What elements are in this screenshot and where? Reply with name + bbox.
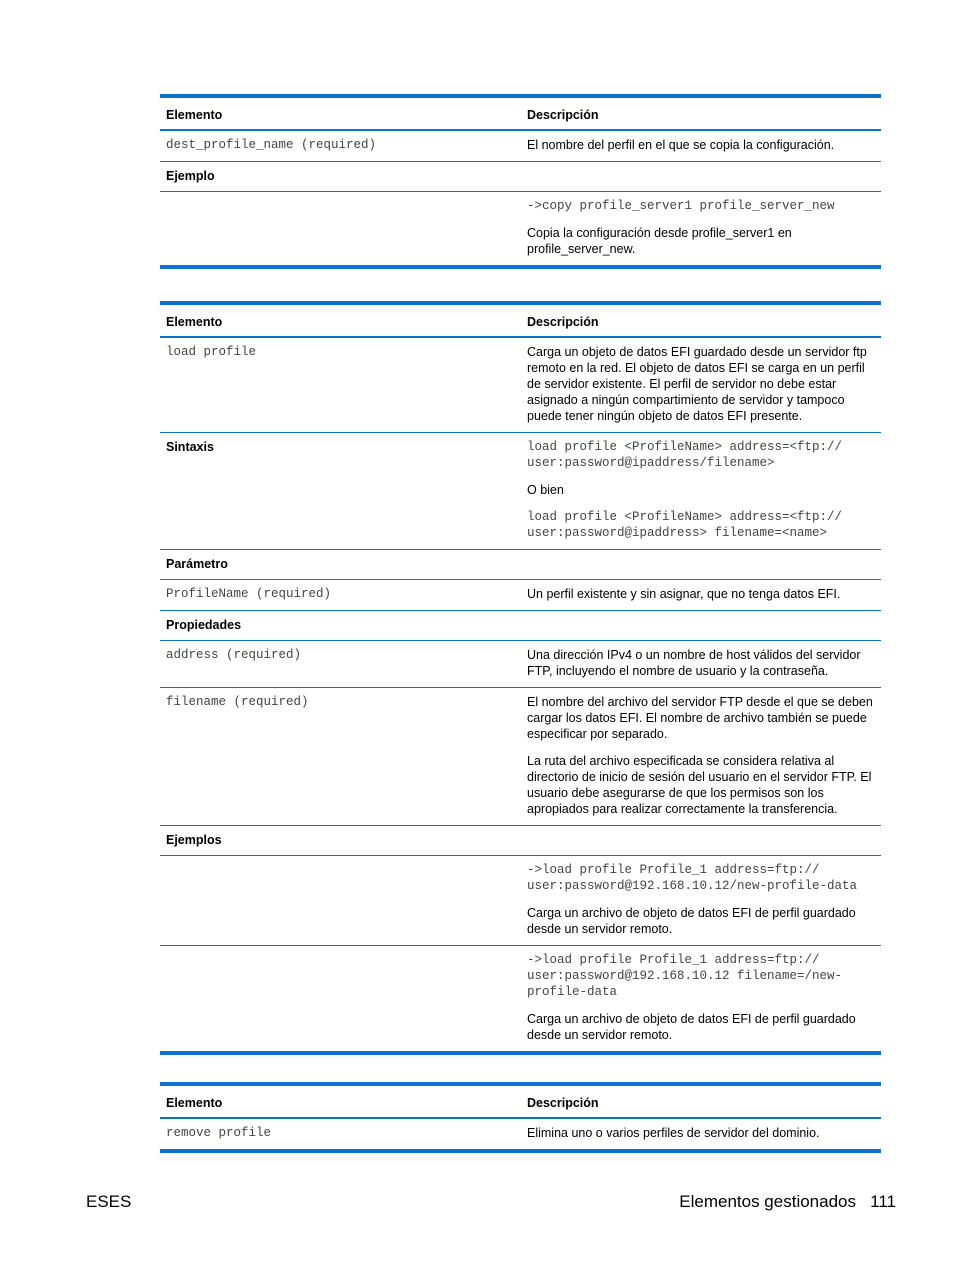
- table-row: [160, 580, 881, 611]
- table-row: [160, 856, 881, 946]
- section-label: Propiedades: [166, 618, 242, 632]
- example-code: ->copy profile_server1 profile_server_new: [527, 199, 835, 213]
- table-row: [160, 688, 881, 826]
- element-description: Una dirección IPv4 o un nombre de host válidos del servidor FTP, incluyendo el nombre de usuario y la contraseña.: [527, 648, 861, 678]
- section-label: Parámetro: [166, 557, 228, 571]
- element-name: remove profile: [166, 1126, 272, 1140]
- header-descripcion: Descripción: [527, 315, 599, 329]
- example-code: ->load profile Profile_1 address=ftp:// user:password@192.168.10.12/new-profile-data: [527, 863, 858, 893]
- element-description: La ruta del archivo especificada se considera relativa al directorio de inicio de sesión del usuario en el servidor FTP. El usuario debe asegurarse de que los permisos son los apropiados para realizar correctamente la transferencia.: [527, 754, 872, 816]
- element-name: ProfileName (required): [166, 587, 332, 601]
- section-label: Sintaxis: [166, 440, 214, 454]
- remove-profile-table: [160, 1082, 881, 1153]
- example-description: Carga un archivo de objeto de datos EFI de perfil guardado desde un servidor remoto.: [527, 1012, 856, 1042]
- section-row: [160, 611, 881, 641]
- header-elemento: Elemento: [166, 1096, 223, 1110]
- footer-locale: ESES: [86, 1192, 132, 1211]
- example-description: Copia la configuración desde profile_server1 en profile_server_new.: [527, 226, 792, 256]
- header-descripcion: Descripción: [527, 1096, 599, 1110]
- element-description: Elimina uno o varios perfiles de servidor del dominio.: [527, 1126, 820, 1140]
- table-header-row: [160, 1086, 881, 1119]
- syntax-code: load profile <ProfileName> address=<ftp:// user:password@ipaddress/filename>: [527, 440, 843, 470]
- example-description: Carga un archivo de objeto de datos EFI de perfil guardado desde un servidor remoto.: [527, 906, 856, 936]
- table-row: [160, 946, 881, 1051]
- table-row: [160, 338, 881, 433]
- copy-profile-table: [160, 94, 881, 269]
- table-row: [160, 433, 881, 550]
- element-name: filename (required): [166, 695, 309, 709]
- section-row: [160, 550, 881, 580]
- footer-section-page: Elementos gestionados 111: [679, 1192, 896, 1211]
- table-header-row: [160, 305, 881, 338]
- header-elemento: Elemento: [166, 315, 223, 329]
- element-description: Un perfil existente y sin asignar, que no tenga datos EFI.: [527, 587, 841, 601]
- header-descripcion: Descripción: [527, 108, 599, 122]
- section-label: Ejemplos: [166, 833, 222, 847]
- table-row: [160, 1119, 881, 1149]
- load-profile-table: [160, 301, 881, 1055]
- element-name: dest_profile_name (required): [166, 138, 377, 152]
- section-row: [160, 162, 881, 192]
- element-name: address (required): [166, 648, 302, 662]
- section-label: Ejemplo: [166, 169, 215, 183]
- table-header-row: [160, 98, 881, 131]
- element-description: Carga un objeto de datos EFI guardado desde un servidor ftp remoto en la red. El objeto de datos EFI se carga en un perfil de servidor existente. El perfil de servidor no debe estar asignado a ningún compartimiento de servidor y tampoco puede tener ningún objeto de datos EFI presente.: [527, 345, 867, 423]
- header-elemento: Elemento: [166, 108, 223, 122]
- table-row: [160, 131, 881, 162]
- syntax-code: load profile <ProfileName> address=<ftp:// user:password@ipaddress> filename=<name>: [527, 510, 843, 540]
- element-description: El nombre del archivo del servidor FTP desde el que se deben cargar los datos EFI. El nombre de archivo también se puede especificar por separado.: [527, 695, 873, 741]
- element-name: load profile: [166, 345, 257, 359]
- element-description: El nombre del perfil en el que se copia la configuración.: [527, 138, 835, 152]
- table-row: [160, 192, 881, 265]
- section-row: [160, 826, 881, 856]
- syntax-or: O bien: [527, 483, 564, 497]
- example-code: ->load profile Profile_1 address=ftp:// user:password@192.168.10.12 filename=/new- profile-data: [527, 953, 843, 999]
- table-row: [160, 641, 881, 688]
